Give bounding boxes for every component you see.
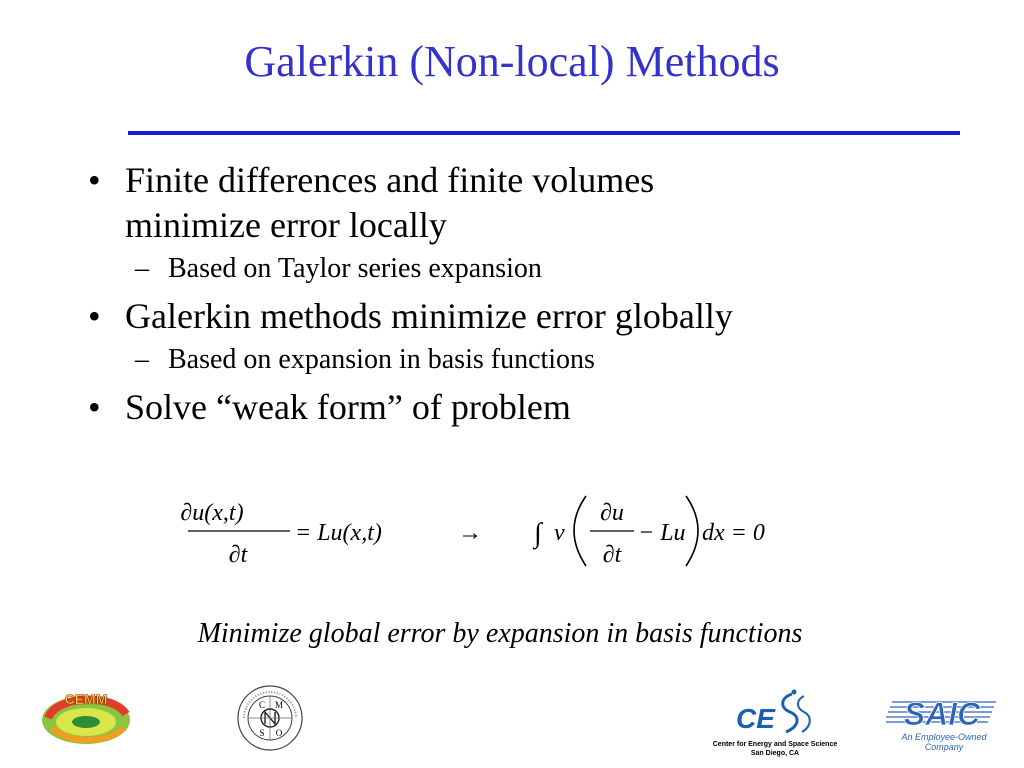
minus-lu: − Lu (638, 520, 686, 546)
bullet-item (88, 294, 958, 339)
bullet-marker: • (88, 296, 101, 336)
bullet-marker: • (88, 387, 101, 427)
lhs-numerator: ∂u(x,t) (180, 500, 244, 526)
sub-bullet-item (88, 252, 958, 286)
left-paren (574, 496, 586, 566)
equation (150, 490, 830, 570)
cmso-letter-s: S (259, 728, 265, 738)
bullet-text: Finite differences and finite volumes (125, 160, 655, 200)
cess-ce-text: CE (736, 703, 775, 734)
lhs-denominator: ∂t (228, 542, 248, 568)
saic-mark-text: SAIC (903, 696, 981, 730)
cess-caption-line1: Center for Energy and Space Science (712, 741, 838, 748)
cess-logo (700, 686, 850, 762)
right-paren (686, 496, 698, 566)
bullet-item (88, 385, 958, 430)
test-function-v: v (554, 520, 565, 546)
bullet-text: Galerkin methods minimize error globally (125, 296, 733, 336)
title-underline (128, 131, 960, 135)
saic-logo (886, 694, 1002, 750)
inner-denominator: ∂t (602, 542, 622, 568)
cmso-letter-c: C (258, 700, 266, 710)
bullet-item (88, 158, 958, 248)
sub-bullet-text: Based on Taylor series expansion (168, 253, 542, 284)
cmso-letter-o: O (275, 728, 283, 738)
integral-sign: ∫ (534, 518, 542, 549)
cemm-logo-text: CEMM (64, 691, 108, 707)
sub-bullet-item (88, 343, 958, 377)
arrow-symbol: → (458, 520, 482, 546)
saic-tagline: An Employee-Owned Company (901, 732, 987, 752)
sub-bullet-marker: – (135, 344, 149, 375)
equation-tail: dx = 0 (702, 520, 765, 546)
caption: Minimize global error by expansion in basis functions (197, 618, 803, 649)
cemm-torus-logo (38, 684, 134, 748)
bullet-text-continued: minimize error locally (125, 205, 447, 245)
bullet-text: Solve “weak form” of problem (125, 387, 571, 427)
saic-mark (886, 694, 1002, 730)
inner-numerator: ∂u (600, 500, 624, 526)
slide-title: Galerkin (Non-local) Methods (244, 37, 780, 86)
sub-bullet-marker: – (135, 253, 149, 284)
bullet-marker: • (88, 160, 101, 200)
cmso-letter-m: M (274, 700, 284, 710)
cess-caption-line2: San Diego, CA (750, 750, 800, 757)
lhs-right-side: = Lu(x,t) (295, 520, 382, 546)
cess-mark (700, 686, 850, 738)
sub-bullet-text: Based on expansion in basis functions (168, 344, 595, 375)
equation-svg (150, 490, 830, 570)
cmso-seal-logo (236, 684, 304, 752)
bullet-list (88, 158, 958, 430)
